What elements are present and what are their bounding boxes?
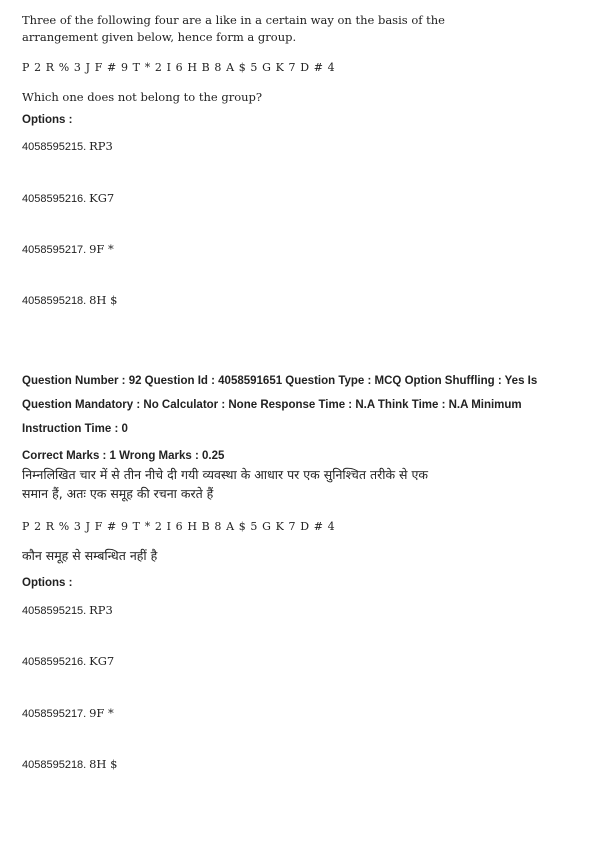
option-value: 8H $ bbox=[89, 757, 118, 771]
option-value: 8H $ bbox=[89, 293, 118, 307]
option-value: RP3 bbox=[89, 603, 113, 617]
option-item bbox=[22, 139, 113, 153]
option-item bbox=[22, 293, 117, 307]
options-label: Options : bbox=[22, 114, 73, 126]
option-item bbox=[22, 757, 117, 771]
option-id: 4058595215. bbox=[22, 141, 87, 153]
option-id: 4058595218. bbox=[22, 759, 87, 771]
option-value: 9F * bbox=[89, 706, 114, 720]
option-item bbox=[22, 654, 114, 668]
marks-line: Correct Marks : 1 Wrong Marks : 0.25 bbox=[22, 450, 225, 462]
option-item bbox=[22, 706, 114, 720]
hindi-question-line-1: निम्नलिखित चार में से तीन नीचे दी गयी व्यवस्था के आधार पर एक सुनिश्चित तरीके से एक bbox=[22, 467, 428, 482]
option-item bbox=[22, 242, 114, 256]
option-id: 4058595217. bbox=[22, 708, 87, 720]
question-text-line-2: arrangement given below, hence form a group. bbox=[22, 30, 297, 44]
option-id: 4058595216. bbox=[22, 656, 87, 668]
option-value: RP3 bbox=[89, 139, 113, 153]
option-id: 4058595218. bbox=[22, 295, 87, 307]
hindi-question-prompt: कौन समूह से सम्बन्धित नहीं है bbox=[22, 548, 158, 563]
arrangement-sequence-hindi: P 2 R % 3 J F # 9 T * 2 I 6 H B 8 A $ 5 G K 7 D # 4 bbox=[22, 520, 336, 533]
option-id: 4058595215. bbox=[22, 605, 87, 617]
hindi-question-line-2: समान हैं, अतः एक समूह की रचना करते हैं bbox=[22, 486, 214, 501]
option-id: 4058595217. bbox=[22, 244, 87, 256]
option-value: KG7 bbox=[89, 654, 115, 668]
arrangement-sequence: P 2 R % 3 J F # 9 T * 2 I 6 H B 8 A $ 5 G K 7 D # 4 bbox=[22, 61, 336, 74]
option-value: 9F * bbox=[89, 242, 114, 256]
question-meta-line-3: Instruction Time : 0 bbox=[22, 423, 128, 435]
question-meta-line-1: Question Number : 92 Question Id : 4058591651 Question Type : MCQ Option Shuffling : Yes Is bbox=[22, 375, 538, 387]
question-meta-line-2: Question Mandatory : No Calculator : None Response Time : N.A Think Time : N.A Minimum bbox=[22, 399, 522, 411]
question-prompt: Which one does not belong to the group? bbox=[22, 90, 263, 104]
option-value: KG7 bbox=[89, 191, 115, 205]
option-item bbox=[22, 191, 114, 205]
option-id: 4058595216. bbox=[22, 193, 87, 205]
question-text-line-1: Three of the following four are a like in a certain way on the basis of the bbox=[22, 13, 445, 27]
options-label-hindi: Options : bbox=[22, 577, 73, 589]
option-item bbox=[22, 603, 113, 617]
